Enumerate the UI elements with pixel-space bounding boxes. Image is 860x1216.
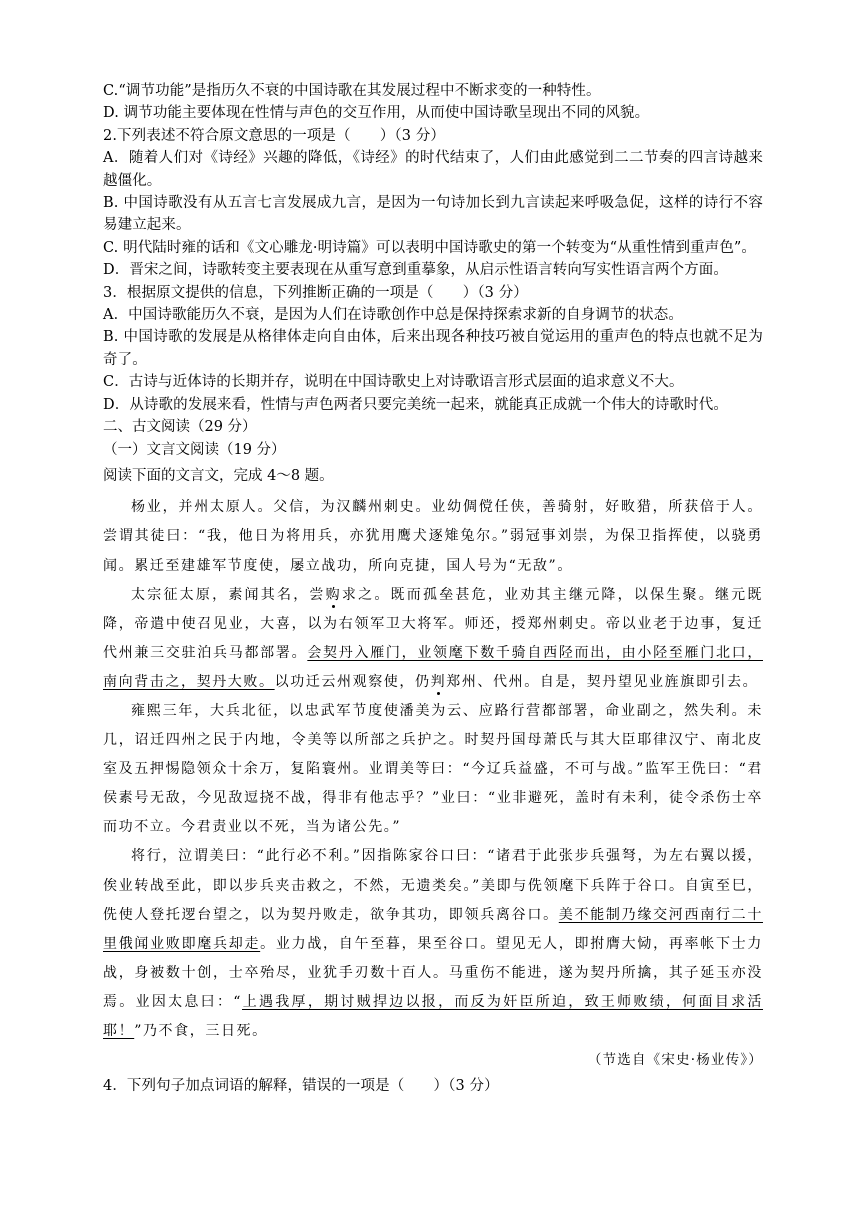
passage-text: 将行，泣谓美曰：“此行必不利。”因指陈家谷口曰：“诸君于此张步兵强弩，为左右翼以援，俟业转战至此，即以步兵夹击救之，不然，无遗类矣。”美即与侁领麾下兵阵于谷口。自寅至巳，侁使人登托逻台望之，以为契丹败走，欲争其功，即领兵离谷口。 bbox=[103, 848, 763, 923]
section-intro: 阅读下面的文言文，完成 4～8 题。 bbox=[103, 467, 334, 484]
dotted-word: 判 bbox=[430, 673, 447, 690]
passage-paragraph-2 bbox=[103, 581, 763, 697]
passage-text: 太宗征太原，素闻其名，尝 bbox=[131, 586, 326, 603]
passage-paragraph-4 bbox=[103, 842, 763, 1046]
document-page bbox=[103, 80, 763, 1098]
section-title: 二、古文阅读（29 分） bbox=[103, 419, 257, 436]
question-3-option-a: A．中国诗歌能历久不衰，是因为人们在诗歌创作中总是保持探索求新的自身调节的状态。 bbox=[103, 307, 683, 324]
dotted-word: 购 bbox=[325, 586, 342, 603]
underlined-sentence: 上遇我厚，期讨贼捍边以报，而反为奸臣所迫，致王师败绩，何面目求活耶！ bbox=[103, 993, 764, 1039]
underlined-sentence: 会契丹入雁门，业领麾下数千骑自西陉而出，由小陉至雁门北口，南向背击之，契丹大败。 bbox=[103, 644, 763, 690]
question-3-option-c: C．古诗与近体诗的长期并存，说明在中国诗歌史上对诗歌语言形式层面的追求意义不大。 bbox=[103, 374, 684, 391]
passage-text: 。业力战，自午至暮，果至谷口。望见无人，即拊膺大恸，再率帐下士力战，身被数十创，士卒殆尽，业犹手刃数十百人。马重伤不能进，遂为契丹所擒，其子延玉亦没焉。业因太息曰：“ bbox=[103, 935, 763, 1010]
option-d-prev: D. 调节功能主要体现在性情与声色的交互作用，从而使中国诗歌呈现出不同的风貌。 bbox=[103, 105, 650, 122]
question-2-stem: 2.下列表述不符合原文意思的一项是（ ）（3 分） bbox=[103, 127, 446, 144]
question-2-option-c: C. 明代陆时雍的话和《文心雕龙·明诗篇》可以表明中国诗歌史的第一个转变为“从重性情到重声色”。 bbox=[103, 239, 757, 256]
passage-text: ”乃不食，三日死。 bbox=[134, 1023, 268, 1039]
passage-text: 以功迁云州观察使，仍 bbox=[274, 673, 431, 690]
passage-source: （节选自《宋史·杨业传》） bbox=[587, 1052, 763, 1069]
question-3-stem: 3．根据原文提供的信息，下列推断正确的一项是（ ）（3 分） bbox=[103, 284, 528, 301]
question-3-option-d: D．从诗歌的发展来看，性情与声色两者只要完美统一起来，就能真正成就一个伟大的诗歌时代。 bbox=[103, 396, 728, 413]
passage-paragraph-3: 雍熙三年，大兵北征，以忠武军节度使潘美为云、应路行营都部署，命业副之，然失利。未几，诏迁四州之民于内地，令美等以所部之兵护之。时契丹国母萧氏与其大臣耶律汉宁、南北皮室及五押惕隐领众十余万，复陷寰州。业谓美等曰：“今辽兵益盛，不可与战。”监军王侁曰：“君侯素号无敌，今见敌逗挠不战，得非有他志乎？”业曰：“业非避死，盖时有未利，徒令杀伤士卒而功不立。今君责业以不死，当为诸公先。” bbox=[103, 702, 763, 836]
question-4-stem: 4．下列句子加点词语的解释，错误的一项是（ ）（3 分） bbox=[103, 1078, 499, 1095]
underlined-sentence: 美不能制乃缘交河西南行二十里俄闻业败即麾兵却走 bbox=[103, 906, 763, 952]
question-3-option-b: B. 中国诗歌的发展是从格律体走向自由体，后来出现各种技巧被自觉运用的重声色的特点也就不足为奇了。 bbox=[103, 329, 763, 368]
question-2-option-a: A．随着人们对《诗经》兴趣的降低，《诗经》的时代结束了，人们由此感觉到二二节奏的四言诗越来越僵化。 bbox=[103, 150, 763, 189]
option-c-prev: C.“调节功能”是指历久不衰的中国诗歌在其发展过程中不断求变的一种特性。 bbox=[103, 83, 601, 99]
passage-paragraph-1: 杨业，并州太原人。父信，为汉麟州刺史。业幼倜傥任侠，善骑射，好畋猎，所获倍于人。尝谓其徒曰：“我，他日为将用兵，亦犹用鹰犬逐雉兔尔。”弱冠事刘崇，为保卫指挥使，以骁勇闻。累迁至建雄军节度使，屡立战功，所向克捷，国人号为“无敌”。 bbox=[103, 499, 763, 574]
passage-text: 郑州、代州。自是，契丹望见业旌旗即引去。 bbox=[446, 673, 759, 690]
passage-text: 求之。既而孤垒甚危，业劝其主继元降，以保生聚。继元既降，帝遣中使召见业，大喜，以为右领军卫大将军。师还，授郑州刺史。帝以业老于边事，复迁代州兼三交驻泊兵马都部署。 bbox=[103, 586, 764, 661]
section-subtitle: （一）文言文阅读（19 分） bbox=[103, 441, 286, 458]
question-2-option-b: B. 中国诗歌没有从五言七言发展成九言，是因为一句诗加长到九言读起来呼吸急促，这样的诗行不容易建立起来。 bbox=[103, 195, 763, 234]
question-2-option-d: D．晋宋之间，诗歌转变主要表现在从重写意到重摹象，从启示性语言转向写实性语言两个方面。 bbox=[103, 262, 728, 279]
